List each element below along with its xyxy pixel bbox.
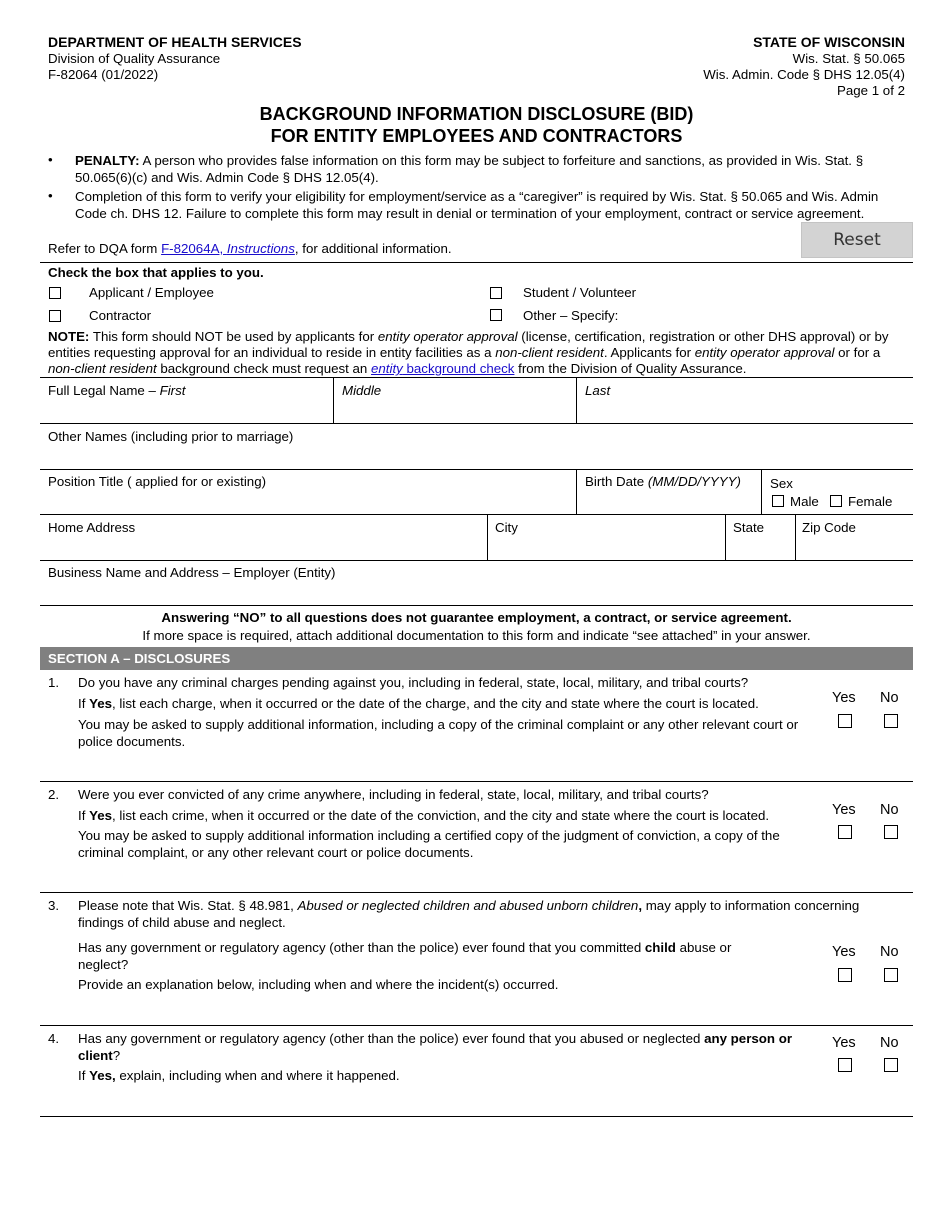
note-text: background check must request an [156,361,372,377]
penalty-text: A person who provides false information on this form may be subject to forfeiture and sanctions, as provided in Wis. Stat. § 50.065(6)(c) and Wis. Admin Code § DHS 12.05(4). [75,153,864,185]
male-label: Male [790,494,819,509]
refer-line [48,241,452,256]
student-label: Student / Volunteer [523,285,637,300]
dept-name: DEPARTMENT OF HEALTH SERVICES [48,34,302,50]
link-code: F-82064A, [161,241,227,256]
divider [40,892,913,893]
note-text: from the Division of Quality Assurance. [514,361,747,377]
yes-label: Yes [832,944,856,960]
bullet-icon: • [48,152,53,167]
if-yes-label: Yes [89,696,113,711]
state-input[interactable] [726,537,794,559]
form-number: F-82064 (01/2022) [48,67,159,82]
bullet-icon: • [48,188,53,203]
city-label: City [495,520,518,535]
if-yes-label: Yes [89,808,113,823]
no-guarantee-notice: Answering “NO” to all questions does not guarantee employment, a contract, or service agreement. [161,610,792,625]
label-text: Full Legal Name – [48,383,160,398]
q3-emphasis: child [644,940,676,955]
other-names-label: Other Names (including prior to marriage) [48,429,294,444]
divider [761,469,762,514]
q2-if-yes: If Yes, list each crime, when it occurred or the date of the conviction, and the city and state where the court is located. [78,808,770,823]
q4-emphasis: any person or client [78,1031,793,1063]
position-title-label: Position Title ( applied for or existing) [48,474,267,489]
last-name-input[interactable] [577,399,912,422]
refer-suffix: , for additional information. [294,241,452,256]
divider [40,514,913,515]
male-checkbox[interactable] [772,495,784,507]
other-label: Other – Specify: [523,308,619,323]
position-title-input[interactable] [40,492,575,513]
note-paragraph [48,329,910,378]
other-checkbox[interactable] [490,309,502,321]
note-em: non-client resident [48,361,157,377]
q4-instruction: explain, including when and where it happened. [115,1068,400,1083]
q3-instruction: Provide an explanation below, including when and where the incident(s) occurred. [78,977,559,992]
applicant-label: Applicant / Employee [89,285,214,300]
note-label: NOTE: [48,329,90,344]
check-heading: Check the box that applies to you. [48,265,264,280]
q3-yes-checkbox[interactable] [838,968,852,982]
first-name-label [48,383,185,398]
page-number: Page 1 of 2 [836,83,905,98]
penalty-bullet [75,153,910,186]
q3-question [78,940,778,973]
form-title-line2: FOR ENTITY EMPLOYEES AND CONTRACTORS [270,126,683,146]
no-label: No [880,1035,899,1051]
question-number: 3. [48,898,60,913]
q3-text: Please note that Wis. Stat. § 48.981, [78,898,298,913]
middle-name-label: Middle [342,383,382,398]
zip-code-input[interactable] [796,537,912,559]
sex-label: Sex [770,476,793,491]
divider [40,377,913,378]
label-em: (MM/DD/YYYY) [647,474,741,489]
q4-no-checkbox[interactable] [884,1058,898,1072]
if-yes-label: Yes, [89,1068,116,1083]
q2-text: Were you ever convicted of any crime anywhere, including in federal, state, local, military, and tribal courts? [78,787,709,802]
link-title: Instructions [226,241,295,256]
note-text: . Applicants for [603,345,695,361]
yes-label: Yes [832,802,856,818]
q2-no-checkbox[interactable] [884,825,898,839]
divider [40,605,913,606]
q3-note [78,898,903,931]
q3-text: may apply to information concerning findings of child abuse and neglect. [78,898,860,930]
business-input[interactable] [40,582,912,604]
divider [40,1025,913,1026]
yes-label: Yes [832,690,856,706]
entity-check-link[interactable] [371,361,514,376]
q4-text: ? [112,1047,121,1063]
statute-title: Abused or neglected children and abused unborn children [297,898,639,913]
home-address-label: Home Address [48,520,136,535]
note-em: entity operator approval [377,329,518,344]
reset-button[interactable]: Reset [801,222,913,258]
instructions-link[interactable] [161,241,295,256]
last-name-label: Last [585,383,611,398]
note-text: This form should NOT be used by applicants for [89,329,378,344]
q3-text: Has any government or regulatory agency (other than the police) ever found that you committed [78,940,645,955]
refer-prefix: Refer to DQA form [48,241,162,256]
q2-yes-checkbox[interactable] [838,825,852,839]
note-em: entity operator approval [694,345,835,361]
state-name: STATE OF WISCONSIN [753,34,905,50]
form-title-line1: BACKGROUND INFORMATION DISCLOSURE (BID) [259,104,694,124]
no-label: No [880,944,899,960]
q3-text: , [638,898,643,913]
divider [40,1116,913,1117]
middle-name-input[interactable] [334,399,576,422]
link-text: background check [402,361,515,377]
penalty-label: PENALTY: [75,153,140,168]
home-address-input[interactable] [40,537,486,559]
more-space-notice: If more space is required, attach additional documentation to this form and indicate “see attached” in your answer. [142,628,811,643]
first-name-input[interactable] [40,399,332,422]
q3-no-checkbox[interactable] [884,968,898,982]
other-names-input[interactable] [40,446,912,468]
q4-question [78,1031,818,1064]
note-text: or for a [834,345,881,361]
divider [40,262,913,263]
q1-no-checkbox[interactable] [884,714,898,728]
section-a-header: SECTION A – DISCLOSURES [40,647,913,670]
city-input[interactable] [488,537,724,559]
q3-text: abuse or neglect? [78,940,732,972]
q1-if-yes: If Yes, list each charge, when it occurred or the date of the charge, and the city and state where the court is located. [78,696,759,711]
q4-if-yes: If Yes, explain, including when and where it happened. [78,1068,400,1083]
question-number: 2. [48,787,60,802]
divider [40,469,913,470]
q1-text: Do you have any criminal charges pending against you, including in federal, state, local, military, and tribal courts? [78,675,749,690]
q4-text: Has any government or regulatory agency (other than the police) ever found that you abused or neglected [78,1031,705,1046]
female-label: Female [848,494,893,509]
divider [40,781,913,782]
contractor-checkbox[interactable] [49,310,61,322]
yes-label: Yes [832,1035,856,1051]
q2-instruction: , list each crime, when it occurred or the date of the conviction, and the city and state where the court is located. [112,808,770,823]
applicant-checkbox[interactable] [49,287,61,299]
divider [40,560,913,561]
business-label: Business Name and Address – Employer (Entity) [48,565,336,580]
state-label: State [733,520,765,535]
q2-note: You may be asked to supply additional information including a certified copy of the judgment of conviction, a copy of the criminal complaint, or any other relevant court or police documents. [78,828,780,860]
no-label: No [880,802,899,818]
divider [40,423,913,424]
q1-yes-checkbox[interactable] [838,714,852,728]
question-number: 4. [48,1031,60,1046]
q4-yes-checkbox[interactable] [838,1058,852,1072]
contractor-label: Contractor [89,308,152,323]
link-em: entity [371,361,403,377]
label-text: Birth Date [585,474,648,489]
statute: Wis. Stat. § 50.065 [792,51,905,66]
no-label: No [880,690,899,706]
student-checkbox[interactable] [490,287,502,299]
division-name: Division of Quality Assurance [48,51,221,66]
admin-code: Wis. Admin. Code § DHS 12.05(4) [703,67,905,82]
note-text: (license, certification, registration or other DHS approval) or by entities requesting approval for an individual to reside in entity facilities as a [48,329,889,361]
birth-date-input[interactable] [577,492,760,513]
zip-code-label: Zip Code [802,520,856,535]
label-em: First [159,383,186,398]
question-number: 1. [48,675,60,690]
q1-note: You may be asked to supply additional information, including a copy of the criminal complaint or any other relevant court or police documents. [78,717,799,749]
note-em: non-client resident [495,345,604,361]
birth-date-label [585,474,741,489]
q1-instruction: , list each charge, when it occurred or the date of the charge, and the city and state where the court is located. [112,696,759,711]
completion-bullet: Completion of this form to verify your eligibility for employment/service as a “caregiver” is required by Wis. Stat. § 50.065 and Wis. Admin Code ch. DHS 12. Failure to complete this form may result in denial or termination of your employment, contract or service agreement. [75,189,879,221]
female-checkbox[interactable] [830,495,842,507]
